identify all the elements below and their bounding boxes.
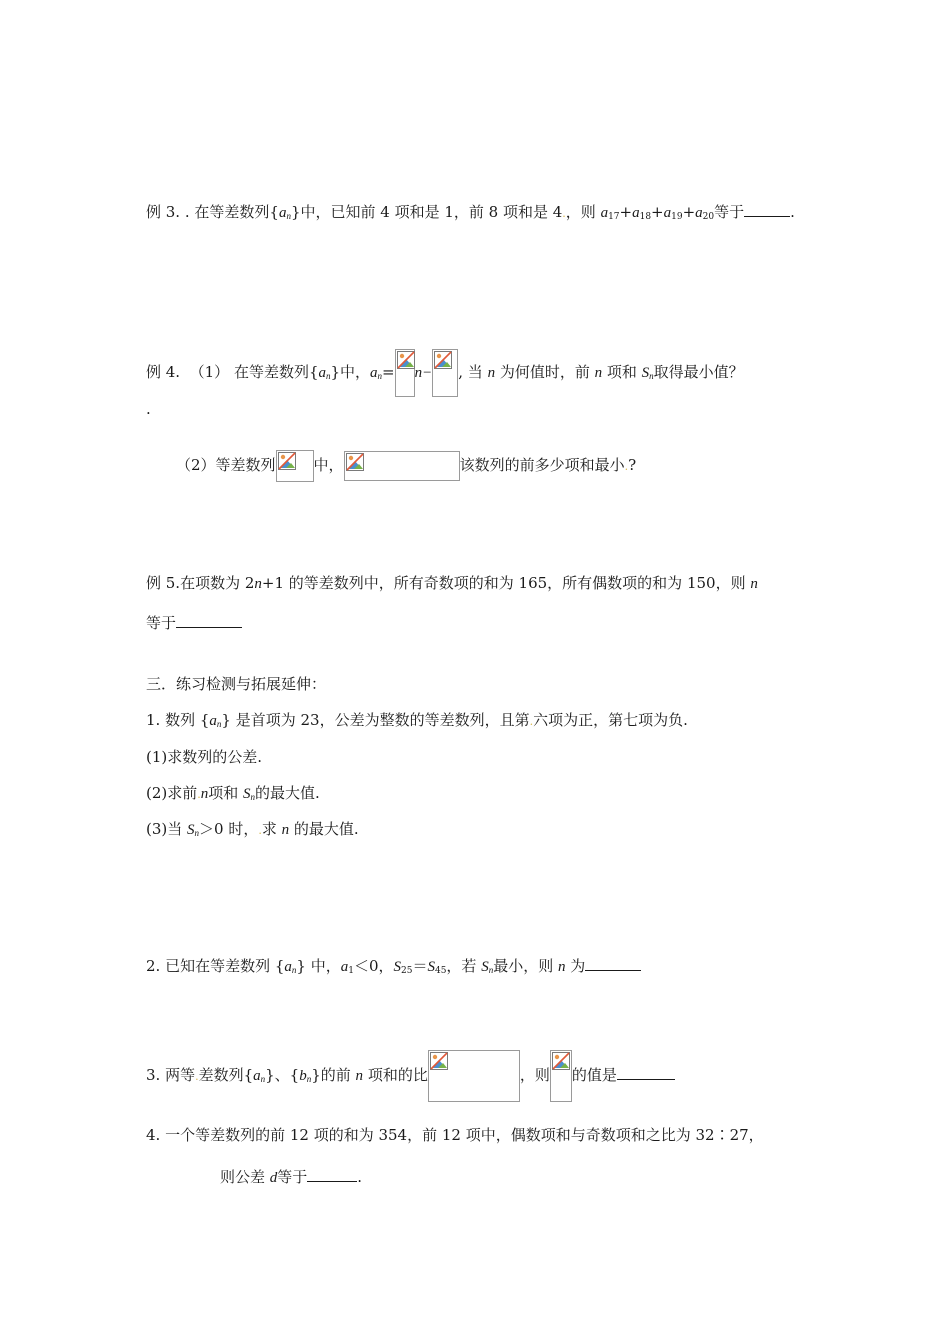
broken-image-icon [430,1052,448,1070]
question-1-part-3: (3)当 $S_n>0$ 时，.求 n 的最大值. [146,820,359,838]
stray-mark: . [195,1070,199,1083]
question-4-line-2: 则公差 d等于 . [220,1168,363,1186]
question-1-part-2: (2)求前.n项和 $S_n$的最大值. [146,784,320,802]
question-1-part-1: (1)求数列的公差. [146,748,263,766]
example-3-label: 例 3. [146,203,181,221]
formula-image [344,451,460,481]
answer-blank[interactable] [307,1167,357,1182]
stray-mark: . [258,824,262,837]
question-1: 1. 数列 $\{a_n\}$ 是首项为 23，公差为整数的等差数列，且第.六项为正，第七项为负. [146,711,688,729]
stray-mark: . [562,207,566,220]
answer-blank[interactable] [585,956,641,971]
formula-image [276,450,314,482]
example-5-label: 例 5. [146,574,181,592]
answer-blank[interactable] [176,613,242,628]
formula-image [432,349,458,397]
formula-image [550,1050,572,1102]
broken-image-icon [397,351,415,369]
question-2: 2. 已知在等差数列 $\{a_n\}$ 中，$a_1<0$，$S_{25}=S_{45}$，若 $S_n$最小，则 n 为 [146,955,641,978]
example-5-line: 例 5.在项数为 2n+1 的等差数列中，所有奇数项的和为 165，所有偶数项的和为 150，则 n [146,574,758,592]
question-3: 3. 两等.差数列$\{a_n\}$、$\{b_n\}$的前 n 项和的比 ，则 的值是 [146,1050,675,1102]
broken-image-icon [278,452,296,470]
example-5-line-2: 等于 [146,612,242,634]
answer-blank[interactable] [617,1065,675,1080]
example-4-line: 例 4. （1） 在等差数列$\{a_n\}$中，$a_n=$ n− , 当 n 为何值时，前 n 项和 $S_n$取得最小值？ [146,349,744,397]
stray-mark: . [624,460,629,473]
example-4-part-2: （2）等差数列 中， 该数列的前多少项和最小.? [176,450,636,482]
broken-image-icon [552,1052,570,1070]
example-3-line: 例 3. . 在等差数列$\{a_n\}$中，已知前 4 项和是 1，前 8 项和是 4.，则 $a_{17}+a_{18}+a_{19}+a_{20}$等于 . [146,203,795,222]
section-3-title: 三．练习检测与拓展延伸： [146,675,327,693]
formula-image [428,1050,520,1102]
formula-image [395,349,415,397]
example-4-label: 例 4. [146,363,181,381]
stray-mark: . [197,788,201,801]
broken-image-icon [346,453,364,471]
stray-mark: . [529,715,534,728]
stray-dot: . [146,400,151,418]
answer-blank[interactable] [744,202,790,217]
broken-image-icon [434,351,452,369]
question-4: 4. 一个等差数列的前 12 项的和为 354，前 12 项中，偶数项和与奇数项和之比为 32∶27， [146,1126,764,1144]
